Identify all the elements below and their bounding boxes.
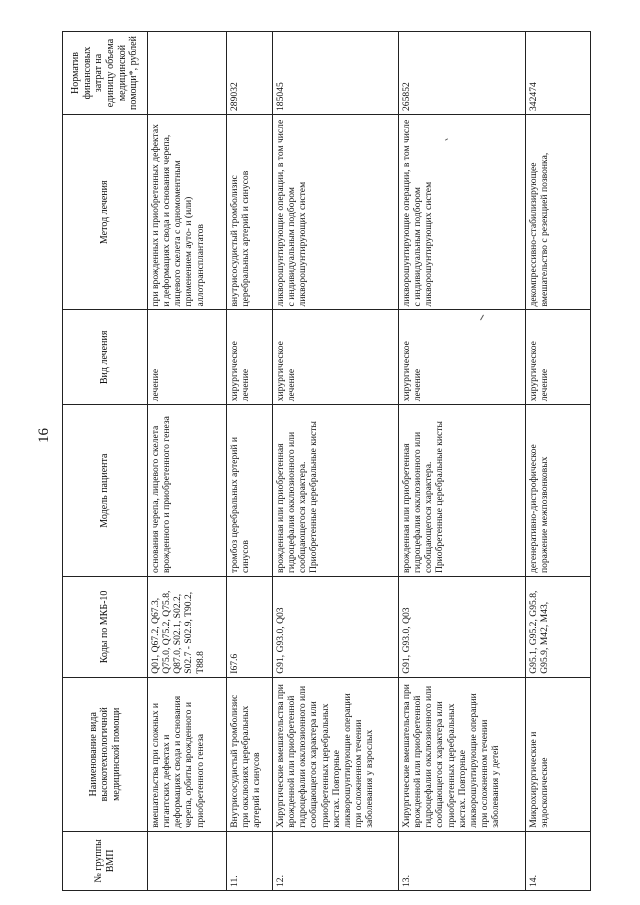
- row-number: 11.: [227, 831, 273, 890]
- row-cost: [148, 32, 227, 115]
- row-name: Внутрисосудистый тромболизис при окклюзиях церебральных артерий и синусов: [227, 677, 273, 831]
- header-name: Наименование вида высокотехнологичной медицинской помощи: [63, 677, 148, 831]
- header-number: № группы ВМП: [63, 831, 148, 890]
- row-name: Микрохирургические и эндоскопические: [526, 677, 591, 831]
- page-number: 16: [36, 428, 52, 443]
- table-row: [399, 32, 526, 891]
- header-method: Метод лечения: [63, 114, 148, 309]
- row-cost: 289032: [227, 32, 273, 115]
- row-type: хирургическое лечение: [526, 310, 591, 405]
- row-name: вмешательства при сложных и гигантских дефектах и деформациях свода и основания черепа, орбиты врожденного и приобретенного генеза: [148, 677, 227, 831]
- row-model: дегенеративно-дистрофическое поражение межпозвонковых: [526, 405, 591, 577]
- table-row: [273, 32, 399, 891]
- row-method: ликворошунтирующие операции, в том числе с индивидуальным подбором ликворошунтирующих систем: [273, 114, 399, 309]
- row-codes: G95.1, G95.2, G95.8, G95.9, M42, M43,: [526, 577, 591, 678]
- row-type: хирургическое лечение: [399, 310, 526, 405]
- table-header-row: [63, 32, 148, 891]
- header-cost: Норматив финансовых затрат на единицу объема медицинской помощи*, рублей: [63, 32, 148, 115]
- row-name: Хирургические вмешательства при врожденной или приобретенной гидроцефалии окклюзионного или сообщающегося характера или приобретенных церебральных кистах. Повторные ликворошунтирующие операции при осложненном течении заболевания у детей: [399, 677, 526, 831]
- header-type: Вид лечения: [63, 310, 148, 405]
- row-method: ликворошунтирующие операции, в том числе с индивидуальным подбором ликворошунтирующих систем: [399, 114, 526, 309]
- rotated-table-container: [62, 31, 590, 891]
- row-model: врожденная или приобретенная гидроцефалия окклюзионного или сообщающегося характера. Приобретенные церебральные кисты: [273, 405, 399, 577]
- table-row: [227, 32, 273, 891]
- row-number: 12.: [273, 831, 399, 890]
- row-type: хирургическое лечение: [227, 310, 273, 405]
- row-number: 13.: [399, 831, 526, 890]
- row-codes: Q01, Q67.2, Q67.3, Q75.0, Q75.2, Q75.8, Q87.0, S02.1, S02.2, S02.7 - S02.9, T90.2, T88.8: [148, 577, 227, 678]
- row-cost: 265852: [399, 32, 526, 115]
- row-number: [148, 831, 227, 890]
- row-method: при врожденных и приобретенных дефектах и деформациях свода и основания черепа, лицевого скелета с одномоментным применением ауто- и (или) аллотрансплантатов: [148, 114, 227, 309]
- row-model: тромбоз церебральных артерий и синусов: [227, 405, 273, 577]
- row-codes: G91, G93.0, Q03: [273, 577, 399, 678]
- row-type: лечение: [148, 310, 227, 405]
- header-codes: Коды по МКБ-10: [63, 577, 148, 678]
- table-row: [148, 32, 227, 891]
- table-row: [526, 32, 591, 891]
- row-name: Хирургические вмешательства при врожденной или приобретенной гидроцефалии окклюзионного или сообщающегося характера или приобретенных церебральных кистах. Повторные ликворошунтирующие операции при осложненном течении заболевания у взрослых: [273, 677, 399, 831]
- row-method: декомпрессивно-стабилизирующее вмешательство с резекцией позвонка,: [526, 114, 591, 309]
- row-method: внутрисосудистый тромболизис церебральных артерий и синусов: [227, 114, 273, 309]
- row-cost: 185045: [273, 32, 399, 115]
- header-model: Модель пациента: [63, 405, 148, 577]
- row-model: основания черепа, лицевого скелета врожденного и приобретенного генеза: [148, 405, 227, 577]
- row-cost: 342474: [526, 32, 591, 115]
- row-codes: I67.6: [227, 577, 273, 678]
- row-number: 14.: [526, 831, 591, 890]
- row-model: врожденная или приобретенная гидроцефалия окклюзионного или сообщающегося характера. Приобретенные церебральные кисты: [399, 405, 526, 577]
- row-type: хирургическое лечение: [273, 310, 399, 405]
- row-codes: G91, G93.0, Q03: [399, 577, 526, 678]
- vmp-table: [62, 31, 591, 891]
